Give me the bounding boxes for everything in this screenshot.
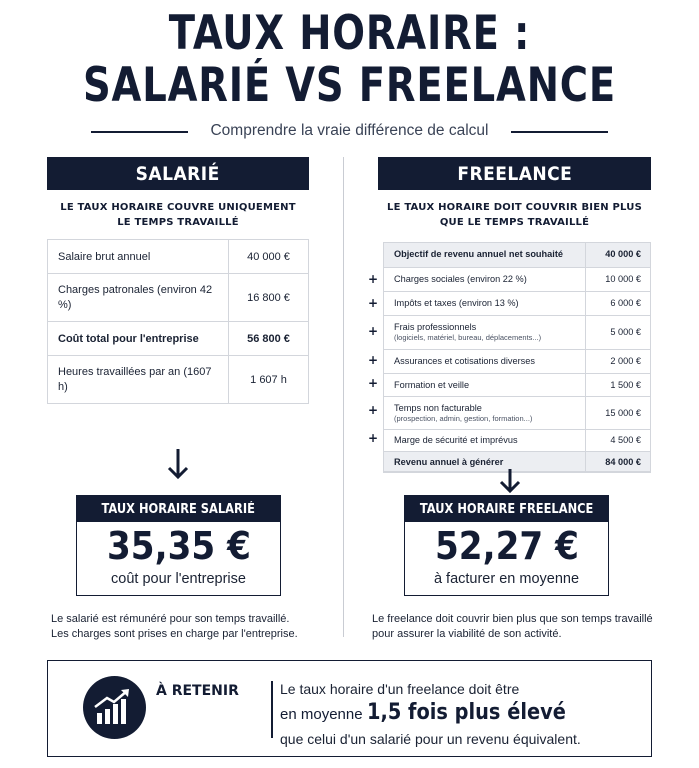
salarie-heading-text: SALARIÉ: [135, 162, 221, 185]
freelance-note: [378, 200, 651, 230]
row-sublabel: (prospection, admin, gestion, formation...): [394, 413, 533, 423]
salarie-heading: [47, 157, 309, 190]
row-label: Revenu annuel à générer: [383, 451, 585, 472]
row-label: Coût total pour l'entreprise: [48, 322, 229, 356]
plus-sign: +: [368, 431, 379, 445]
freelance-rate-title: [405, 496, 608, 522]
row-value: 16 800 €: [229, 274, 309, 322]
freelance-note-line-2: QUE LE TEMPS TRAVAILLÉ: [439, 217, 590, 228]
row-label: Heures travaillées par an (1607 h): [48, 356, 229, 404]
row-sublabel: (logiciels, matériel, bureau, déplacements...): [394, 333, 542, 342]
row-label: Marge de sécurité et imprévus: [383, 429, 585, 451]
row-value: 4 500 €: [585, 429, 651, 451]
table-row: [48, 322, 309, 356]
freelance-rate-box: [404, 495, 609, 596]
freelance-rate-value: [405, 523, 608, 569]
takeaway-line-2: [280, 700, 593, 725]
takeaway-line-1: Le taux horaire d'un freelance doit être: [280, 681, 520, 697]
row-label: Impôts et taxes (environ 13 %): [383, 291, 585, 315]
row-value: 40 000 €: [229, 240, 309, 274]
salarie-note: [47, 200, 309, 230]
plus-sign: +: [368, 403, 379, 417]
table-row: [48, 240, 309, 274]
takeaway-label: À RETENIR: [156, 683, 239, 699]
growth-chart-icon: [83, 676, 146, 739]
salarie-foot-line-2: Les charges sont prises en charge par l'entreprise.: [51, 628, 298, 640]
plus-sign: +: [368, 272, 379, 286]
row-label: Assurances et cotisations diverses: [383, 349, 585, 373]
freelance-table-frame: [383, 242, 651, 472]
row-value: 84 000 €: [585, 451, 651, 472]
freelance-heading: [378, 157, 651, 190]
table-row: [48, 274, 309, 322]
freelance-rate-sub: à facturer en moyenne: [433, 571, 580, 587]
row-label: Charges patronales (environ 42 %): [48, 274, 229, 322]
salarie-rate-sub: coût pour l'entreprise: [111, 571, 246, 587]
subtitle-rule-right: [511, 131, 608, 133]
row-label: Objectif de revenu annuel net souhaité: [383, 242, 585, 267]
salarie-rate-title: [77, 496, 280, 522]
arrow-down-icon: [498, 468, 522, 494]
row-value: 40 000 €: [585, 242, 651, 267]
row-value: 2 000 €: [585, 349, 651, 373]
salarie-footnote: [51, 612, 298, 642]
takeaway-highlight: 1,5 fois plus élevé: [366, 700, 566, 725]
row-value: 1 500 €: [585, 373, 651, 396]
freelance-foot-line-1: Le freelance doit couvrir bien plus que son temps travaillé: [372, 613, 653, 625]
freelance-rate-value-text: 52,27 €: [434, 524, 579, 568]
row-value: 5 000 €: [585, 315, 651, 349]
table-row: [48, 356, 309, 404]
row-label: Salaire brut annuel: [48, 240, 229, 274]
takeaway-line-2-prefix: en moyenne: [280, 706, 363, 723]
takeaway-separator: [271, 681, 273, 738]
plus-sign: +: [368, 376, 379, 390]
freelance-foot-line-2: pour assurer la viabilité de son activité.: [372, 628, 562, 640]
freelance-heading-text: FREELANCE: [457, 162, 572, 185]
salarie-note-line-2: LE TEMPS TRAVAILLÉ: [117, 217, 239, 228]
salarie-rate-value-text: 35,35 €: [106, 524, 251, 568]
salarie-rate-box: [76, 495, 281, 596]
key-takeaway-box: [47, 660, 652, 757]
row-label: Frais professionnels: [394, 322, 477, 332]
freelance-footnote: [372, 612, 653, 642]
plus-sign: +: [368, 353, 379, 367]
salarie-table: [47, 239, 309, 404]
row-value: 10 000 €: [585, 267, 651, 291]
page-title-line-2: SALARIÉ VS FREELANCE: [82, 58, 617, 113]
salarie-note-line-1: LE TAUX HORAIRE COUVRE UNIQUEMENT: [60, 202, 296, 213]
row-value: 56 800 €: [229, 322, 309, 356]
salarie-rate-value: [77, 523, 280, 569]
row-value: 6 000 €: [585, 291, 651, 315]
salarie-rate-title-text: TAUX HORAIRE SALARIÉ: [101, 501, 256, 517]
takeaway-line-3: que celui d'un salarié pour un revenu équivalent.: [280, 731, 581, 747]
row-value: 1 607 h: [229, 356, 309, 404]
column-divider: [343, 157, 344, 637]
row-label: Formation et veille: [383, 373, 585, 396]
subtitle: Comprendre la vraie différence de calcul: [210, 122, 489, 139]
row-label: Temps non facturable: [394, 402, 482, 413]
freelance-note-line-1: LE TAUX HORAIRE DOIT COUVRIR BIEN PLUS: [387, 202, 642, 213]
plus-sign: +: [368, 324, 379, 338]
plus-sign: +: [368, 296, 379, 310]
freelance-rate-title-text: TAUX HORAIRE FREELANCE: [419, 501, 594, 517]
page-title-line-1: TAUX HORAIRE :: [168, 6, 531, 61]
row-value: 15 000 €: [585, 396, 651, 429]
row-label: Charges sociales (environ 22 %): [383, 267, 585, 291]
salarie-foot-line-1: Le salarié est rémunéré pour son temps travaillé.: [51, 613, 290, 625]
arrow-down-icon: [166, 447, 190, 481]
